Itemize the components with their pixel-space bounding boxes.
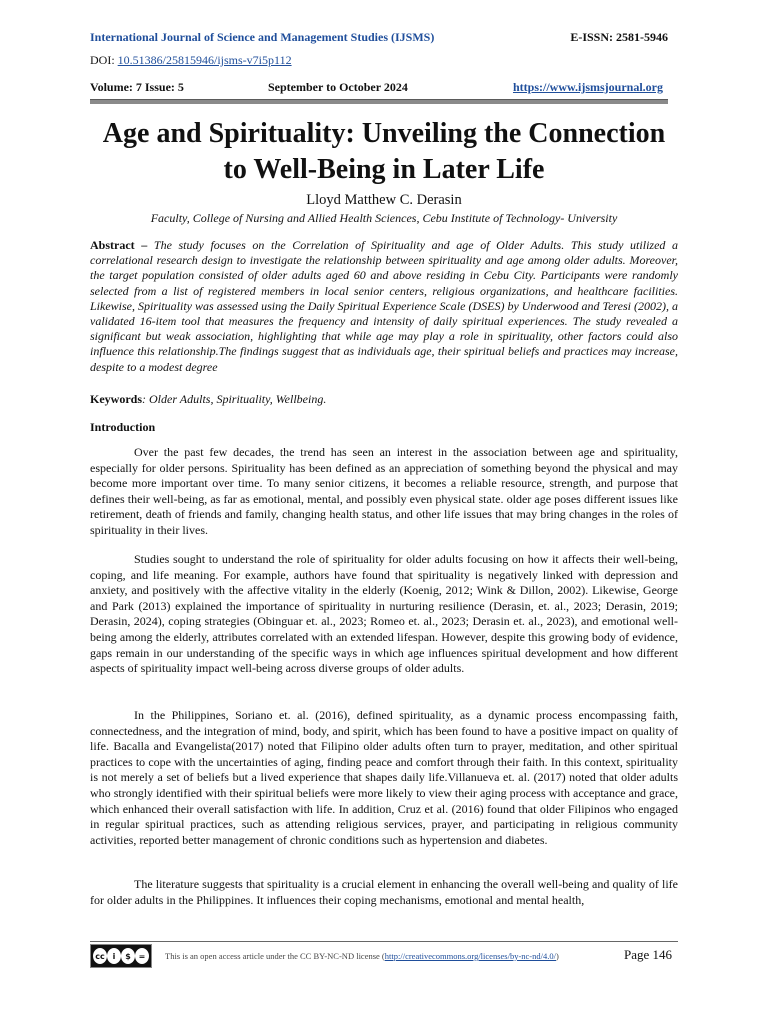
article-title: Age and Spirituality: Unveiling the Connection to Well-Being in Later Life bbox=[102, 118, 666, 185]
abstract-text: The study focuses on the Correlation of Spirituality and age of Older Adults. This study utilized a correlational research design to investigate the relationship between spirituality and age among older adults. Moreover, the target population consisted of older adults aged 60 and above residing in Cebu City. Participants were randomly selected from a list of registered members in local senior centers, religious organizations, and healthcare facilities. Likewise, Spirituality was assessed using the Daily Spiritual Experience Scale (DSES) by Underwood and Teresi (2002), a validated 16-item tool that measures the frequency and intensity of daily spiritual experiences. The study revealed a significant but weak association, highlighting that while age may play a role in spirituality, other factors could also influence this relationship.The findings suggest that as individuals age, their spiritual beliefs and practices may increase, despite to a modest degree bbox=[90, 238, 679, 374]
attribution-icon: i bbox=[107, 948, 121, 964]
paragraph: In the Philippines, Soriano et. al. (2016), defined spirituality, as a dynamic process encompassing faith, connectedness, and the integration of mind, body, and spirit, which has been found to have a positive impact on quality of life. Bacalla and Evangelista(2017) noted that Filipino older adults often turn to prayer, meditation, and other spiritual practices to cope with the uncertainties of aging, finding peace and comfort through their faith. In this context, spirituality is not merely a set of beliefs but a lived experience that shapes daily life.Villanueva et. al. (2017) noted that older adults who strongly identified with their spiritual beliefs were more likely to view their aging process with acceptance and grace, which enhanced their overall satisfaction with life. In addition, Cruz et al. (2016) found that older Filipinos who engaged in regular spiritual practices, such as attending religious services, prayer, and participating in religious community activities, reported better management of chronic conditions such as hypertension and diabetes. bbox=[90, 708, 678, 847]
page-number: Page 146 bbox=[624, 947, 673, 962]
volume-row bbox=[90, 80, 678, 95]
author-name: Lloyd Matthew C. Derasin bbox=[306, 192, 462, 208]
author-affiliation: Faculty, College of Nursing and Allied Health Sciences, Cebu Institute of Technology- University bbox=[150, 211, 618, 225]
journal-website-link[interactable]: https://www.ijsmsjournal.org bbox=[512, 80, 663, 94]
noderivatives-icon: = bbox=[135, 948, 149, 964]
journal-name: International Journal of Science and Management Studies (IJSMS) bbox=[90, 30, 435, 44]
license-text: This is an open access article under the CC BY-NC-ND license ( bbox=[165, 951, 385, 961]
cc-icon: cc bbox=[93, 948, 107, 964]
footer-divider bbox=[90, 941, 678, 942]
license-statement bbox=[165, 951, 559, 961]
issn: E-ISSN: 2581-5946 bbox=[570, 30, 668, 44]
paragraph: Over the past few decades, the trend has seen an interest in the association between age and spirituality, especially for older persons. Spirituality has been defined as an appreciation of something beyond the physical and may become more important over time. To many senior citizens, it becomes a reliable resource, strength, and purpose that defines their well-being, as far as emotional, mental, and possibly even physical state. older age poses different issues like retirement, death of friends and family, changing health status, and other life issues that may bring changes in the roles of spirituality in their lives. bbox=[90, 445, 678, 537]
keywords-label: Keywords bbox=[90, 392, 142, 406]
section-heading-introduction: Introduction bbox=[90, 420, 156, 434]
license-link[interactable]: http://creativecommons.org/licenses/by-nc-nd/4.0/ bbox=[384, 951, 556, 961]
keywords-text: : Older Adults, Spirituality, Wellbeing. bbox=[142, 392, 327, 406]
header-divider bbox=[90, 99, 668, 104]
cc-license-badge bbox=[90, 944, 152, 968]
journal-header bbox=[90, 30, 678, 45]
abstract bbox=[90, 238, 678, 375]
doi-link[interactable]: 10.51386/25815946/ijsms-v7i5p112 bbox=[117, 53, 292, 67]
volume-issue: Volume: 7 Issue: 5 bbox=[90, 80, 184, 94]
keywords bbox=[90, 392, 678, 407]
doi-label: DOI: bbox=[90, 53, 118, 67]
issue-date: September to October 2024 bbox=[268, 80, 408, 94]
noncommercial-icon: $ bbox=[121, 948, 135, 964]
license-close: ) bbox=[556, 951, 559, 961]
doi-line bbox=[90, 53, 678, 68]
paragraph: The literature suggests that spirituality is a crucial element in enhancing the overall well-being and quality of life for older adults in the Philippines. It influences their coping mechanisms, emotional and mental health, bbox=[90, 877, 678, 907]
paragraph: Studies sought to understand the role of spirituality for older adults focusing on how it affects their well-being, coping, and life meaning. For example, authors have found that spirituality is negatively linked with depression and anxiety, and positively with the affective vitality in the elderly (Koenig, 2012; Wink & Dillon, 2002). Likewise, George and Park (2013) explained the importance of spirituality in nurturing resilience (Derasin, et. al., 2023; Derasin, 2019; Derasin, 2024), coping strategies (Obinguar et. al., 2023; Romeo et. al., 2023; Derasin et. al., 2023), and emotional well-being among the elderly, attributes correlated with an extended lifespan. However, despite this growing body of evidence, gaps remain in our understanding of the specific ways in which age influences spiritual development and how different aspects of spirituality impact well-being across diverse groups of older adults. bbox=[90, 552, 678, 676]
abstract-label: Abstract – bbox=[90, 238, 154, 252]
